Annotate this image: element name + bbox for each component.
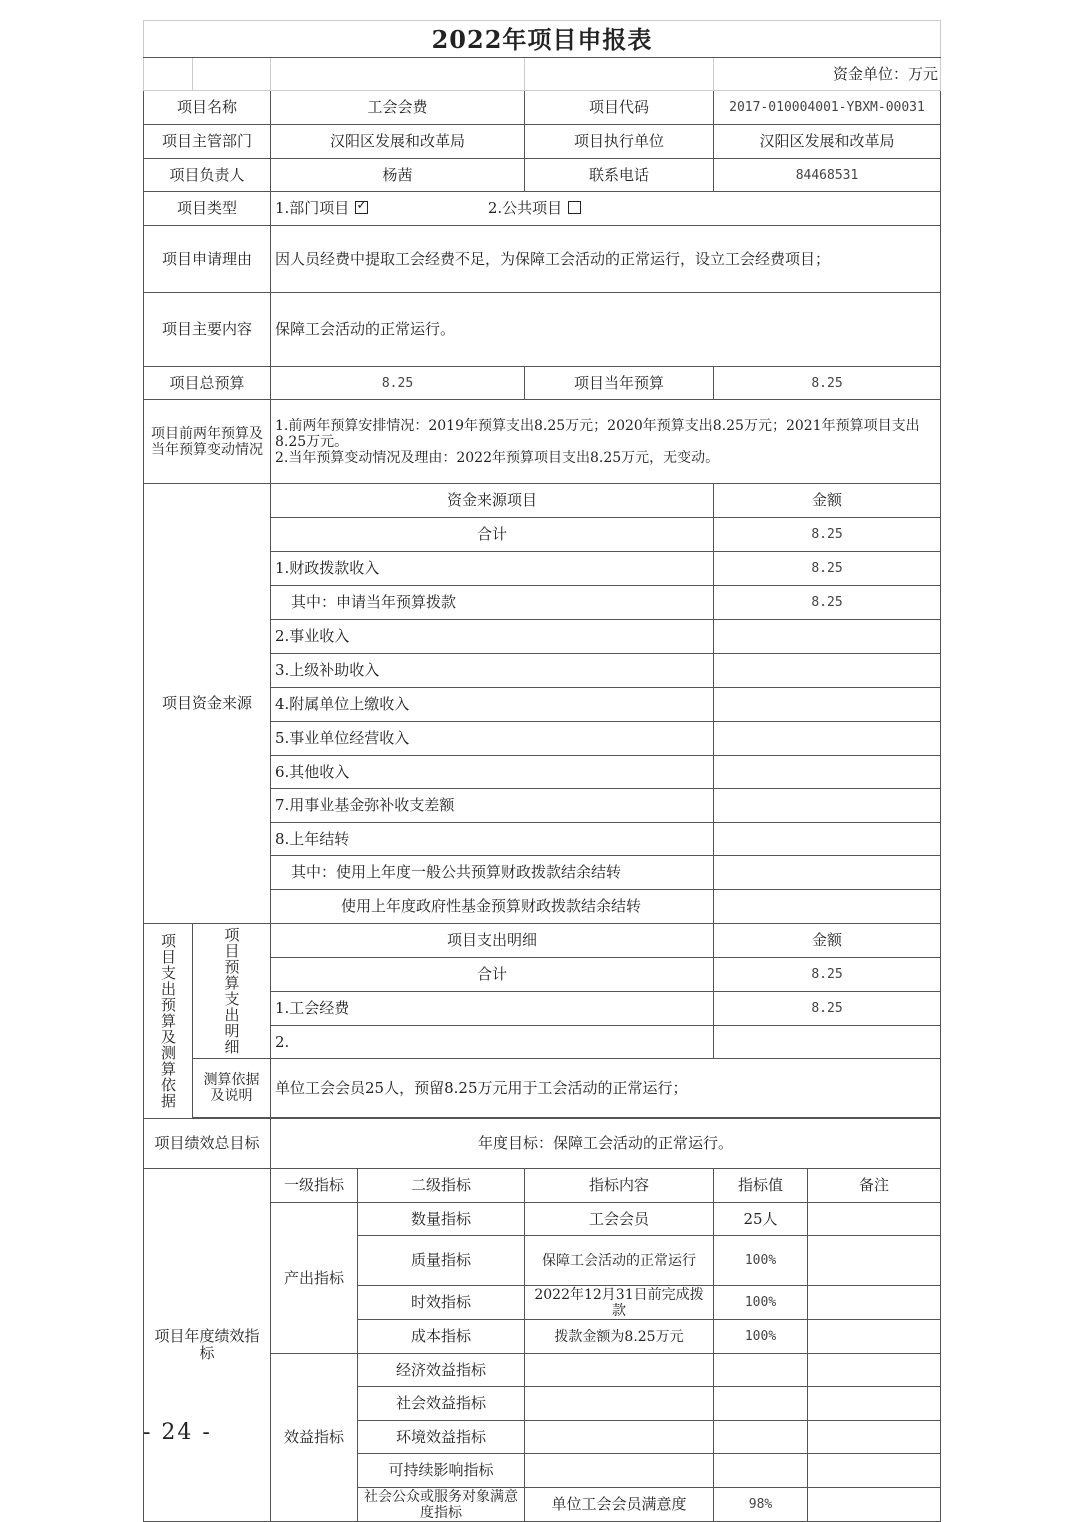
level2-indicator: 社会公众或服务对象满意度指标 [358,1488,525,1522]
total-budget-value: 8.25 [271,367,525,400]
indicator-content [525,1421,714,1454]
expense-item: 1.工会经费 [271,992,714,1026]
perf-label: 项目年度绩效指标 [144,1169,271,1522]
indicator-note [808,1236,941,1286]
indicator-value [714,1454,808,1488]
funding-amount [714,756,941,789]
funding-amount [714,688,941,722]
indicator-note [808,1203,941,1236]
funding-amount [714,823,941,856]
indicator-value: 100% [714,1320,808,1354]
owner-label: 项目负责人 [144,159,271,192]
funding-amount [714,789,941,823]
indicator-content [525,1454,714,1488]
basis-value: 单位工会会员25人，预留8.25万元用于工会活动的正常运行； [271,1059,941,1118]
indicator-note [808,1488,941,1522]
expense-outer-text: 项目支出预算及测算依据 [159,933,177,1109]
goal-value: 年度目标：保障工会活动的正常运行。 [271,1119,941,1169]
funding-amount [714,654,941,688]
funding-header-item: 资金来源项目 [271,484,714,518]
year-budget-label: 项目当年预算 [525,367,714,400]
expense-detail-label [193,924,271,1059]
dept-value: 汉阳区发展和改革局 [271,125,525,159]
indicator-value: 100% [714,1286,808,1320]
phone-label: 联系电话 [525,159,714,192]
type-options [271,192,941,226]
funding-item: 其中：使用上年度一般公共预算财政拨款结余结转 [271,856,714,890]
funding-item: 6.其他收入 [271,756,714,789]
reason-label: 项目申请理由 [144,226,271,293]
indicator-value: 98% [714,1488,808,1522]
indicator-content: 保障工会活动的正常运行 [525,1236,714,1286]
funding-item: 5.事业单位经营收入 [271,722,714,756]
prev-budget-label: 项目前两年预算及当年预算变动情况 [144,400,271,484]
exec-unit-value: 汉阳区发展和改革局 [714,125,941,159]
project-name-value: 工会会费 [271,91,525,125]
total-budget-label: 项目总预算 [144,367,271,400]
indicator-content: 工会会员 [525,1203,714,1236]
funding-label: 项目资金来源 [144,484,271,924]
funding-item: 7.用事业基金弥补收支差额 [271,789,714,823]
indicator-note [808,1454,941,1488]
project-application-sheet [143,20,940,1522]
dept-label: 项目主管部门 [144,125,271,159]
phone-value: 84468531 [714,159,941,192]
type-label: 项目类型 [144,192,271,226]
indicator-value [714,1387,808,1421]
funding-amount [714,722,941,756]
project-name-label: 项目名称 [144,91,271,125]
indicator-value [714,1421,808,1454]
funding-amount [714,890,941,924]
funding-item: 2.事业收入 [271,620,714,654]
expense-header-amount: 金额 [714,924,941,958]
level2-indicator: 可持续影响指标 [358,1454,525,1488]
exec-unit-label: 项目执行单位 [525,125,714,159]
funding-item: 3.上级补助收入 [271,654,714,688]
expense-item: 2. [271,1026,714,1059]
funding-amount [714,856,941,890]
indicator-content [525,1387,714,1421]
expense-outer-label [144,924,193,1119]
level2-indicator: 经济效益指标 [358,1354,525,1387]
expense-amount [714,1026,941,1059]
level2-indicator: 社会效益指标 [358,1387,525,1421]
checkbox-checked-icon[interactable] [355,201,368,214]
prev-budget-line-2: 2.当年预算变动情况及理由：2022年预算项目支出8.25万元，无变动。 [275,449,720,466]
reason-value: 因人员经费中提取工会经费不足，为保障工会活动的正常运行，设立工会经费项目； [271,226,941,293]
funding-item: 4.附属单位上缴收入 [271,688,714,722]
prev-budget-line-1: 1.前两年预算安排情况：2019年预算支出8.25万元；2020年预算支出8.25万元；2021年预算项目支出8.25万元。 [275,417,920,450]
indicator-content: 拨款金额为8.25万元 [525,1320,714,1354]
project-code-value: 2017-010004001-YBXM-00031 [714,91,941,125]
application-table [143,20,941,1522]
expense-item: 合计 [271,958,714,992]
perf-header-level1: 一级指标 [271,1169,358,1203]
blank-cell [271,58,525,91]
type-option-dept: 1.部门项目 [275,199,350,217]
content-label: 项目主要内容 [144,293,271,367]
blank-cell [193,58,271,91]
indicator-content: 2022年12月31日前完成拨款 [525,1286,714,1320]
benefit-indicator-label: 效益指标 [271,1354,358,1522]
expense-amount: 8.25 [714,958,941,992]
indicator-note [808,1421,941,1454]
checkbox-empty-icon[interactable] [568,201,581,214]
funding-item: 使用上年度政府性基金预算财政拨款结余结转 [271,890,714,924]
expense-detail-text: 项目预算支出明细 [222,927,241,1055]
level2-indicator: 时效指标 [358,1286,525,1320]
level2-indicator: 成本指标 [358,1320,525,1354]
funding-amount: 8.25 [714,518,941,552]
owner-value: 杨茜 [271,159,525,192]
type-option-public: 2.公共项目 [487,199,563,217]
year-budget-value: 8.25 [714,367,941,400]
indicator-note [808,1354,941,1387]
indicator-content: 单位工会会员满意度 [525,1488,714,1522]
content-value: 保障工会活动的正常运行。 [271,293,941,367]
funding-amount: 8.25 [714,552,941,586]
level2-indicator: 数量指标 [358,1203,525,1236]
funding-item: 1.财政拨款收入 [271,552,714,586]
output-indicator-label: 产出指标 [271,1203,358,1354]
perf-header-level2: 二级指标 [358,1169,525,1203]
expense-amount: 8.25 [714,992,941,1026]
project-code-label: 项目代码 [525,91,714,125]
indicator-value: 25人 [714,1203,808,1236]
page-number: - 24 - [143,1420,212,1445]
perf-header-content: 指标内容 [525,1169,714,1203]
indicator-note [808,1387,941,1421]
funding-item: 合计 [271,518,714,552]
indicator-note [808,1286,941,1320]
prev-budget-value [271,400,941,484]
perf-header-note: 备注 [808,1169,941,1203]
blank-cell [525,58,714,91]
unit-label: 资金单位：万元 [714,58,941,91]
indicator-value: 100% [714,1236,808,1286]
expense-header-item: 项目支出明细 [271,924,714,958]
indicator-content [525,1354,714,1387]
funding-item: 其中：申请当年预算拨款 [271,586,714,620]
blank-cell [144,58,193,91]
funding-item: 8.上年结转 [271,823,714,856]
goal-label: 项目绩效总目标 [144,1119,271,1169]
level2-indicator: 质量指标 [358,1236,525,1286]
page-title: 2022年项目申报表 [144,21,941,58]
basis-label: 测算依据及说明 [193,1059,271,1118]
indicator-value [714,1354,808,1387]
funding-header-amount: 金额 [714,484,941,518]
level2-indicator: 环境效益指标 [358,1421,525,1454]
indicator-note [808,1320,941,1354]
perf-header-value: 指标值 [714,1169,808,1203]
funding-amount: 8.25 [714,586,941,620]
funding-amount [714,620,941,654]
